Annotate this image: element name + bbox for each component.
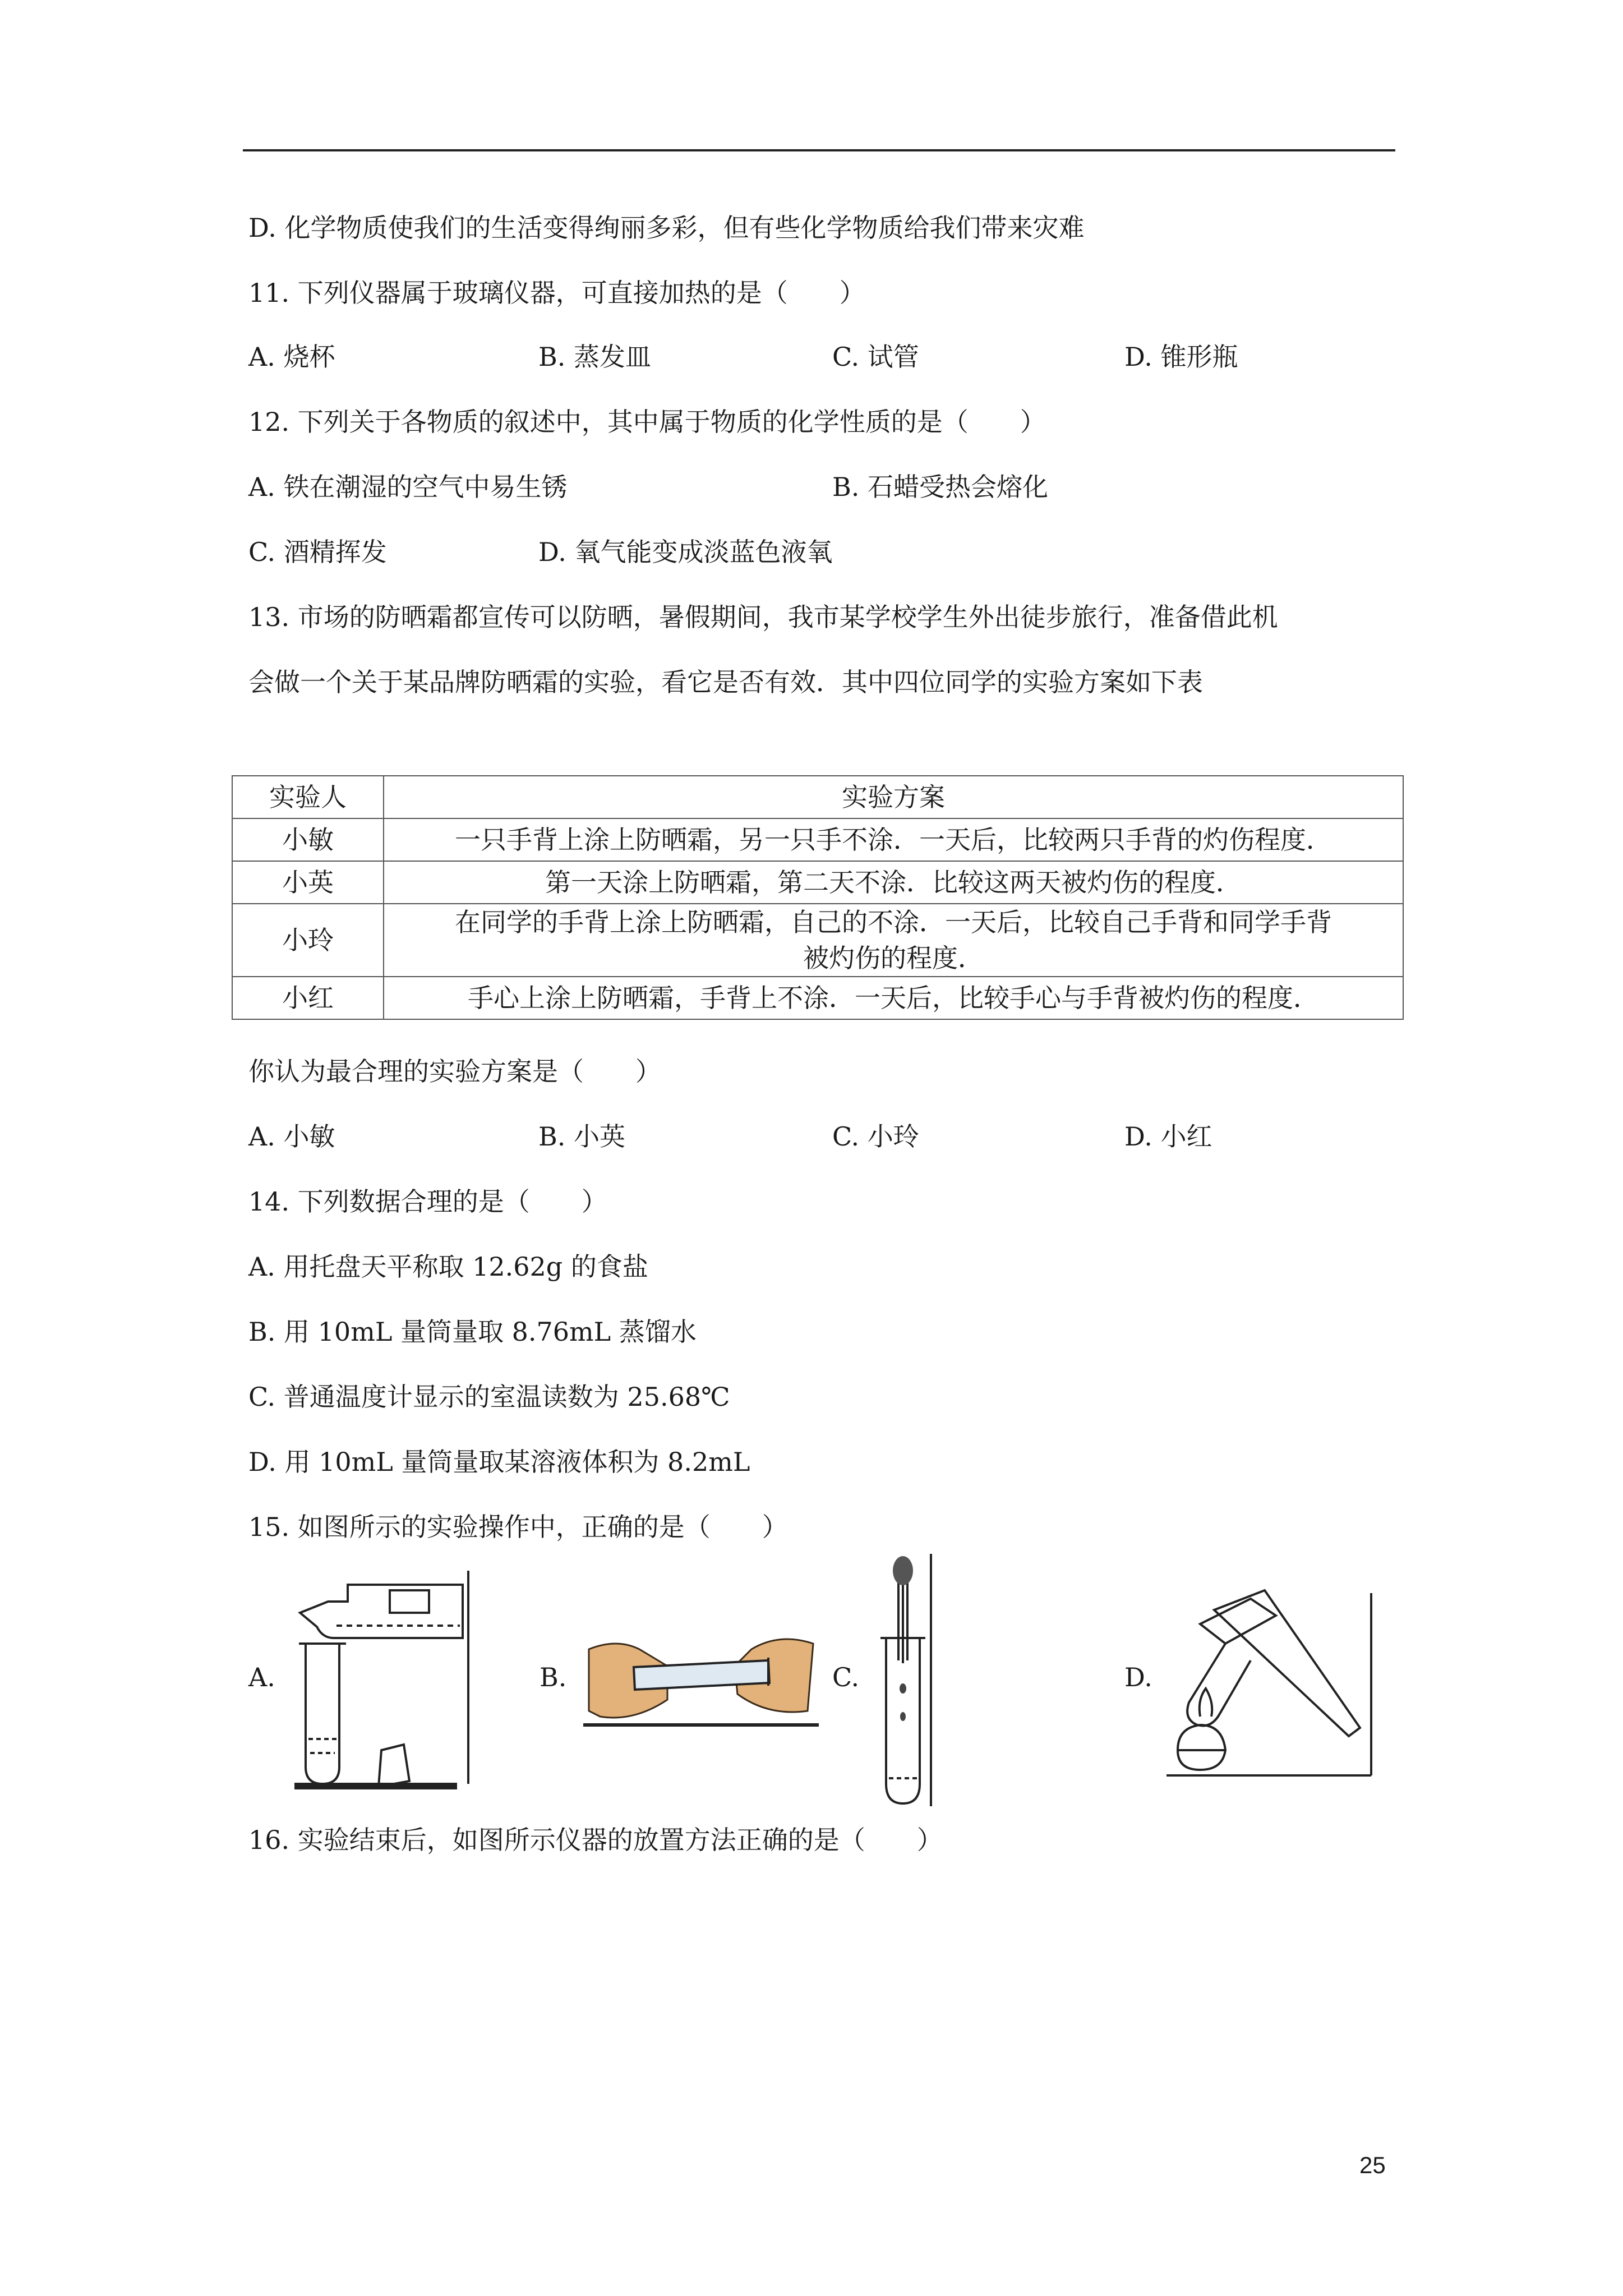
q13-stem-line2: 会做一个关于某品牌防晒霜的实验，看它是否有效．其中四位同学的实验方案如下表 [248, 667, 1203, 697]
table-cell-who: 小英 [232, 861, 384, 904]
q10-option-d: D. 化学物质使我们的生活变得绚丽多彩，但有些化学物质给我们带来灾难 [248, 213, 1085, 243]
table-cell-plan: 第一天涂上防晒霜，第二天不涂．比较这两天被灼伤的程度． [384, 861, 1403, 904]
q14-option-c: C. 普通温度计显示的室温读数为 25.68℃ [248, 1382, 730, 1412]
q14-option-a: A. 用托盘天平称取 12.62g 的食盐 [248, 1251, 648, 1282]
q16-stem: 16. 实验结束后，如图所示仪器的放置方法正确的是（ ） [248, 1825, 943, 1855]
q13-stem-line1: 13. 市场的防晒霜都宣传可以防晒，暑假期间，我市某学校学生外出徒步旅行，准备借此机 [248, 602, 1278, 632]
test-tube-in-hands-figure [583, 1627, 819, 1728]
table-header-row [232, 776, 1403, 818]
q14-option-b: B. 用 10mL 量筒量取 8.76mL 蒸馏水 [248, 1317, 697, 1347]
q12-option-b: B. 石蜡受热会熔化 [832, 472, 1049, 502]
table-row [232, 904, 1403, 977]
header-rule [243, 149, 1395, 151]
q15-label-a: A. [248, 1662, 275, 1692]
table-cell-who: 小敏 [232, 818, 384, 861]
table-cell-plan-line2: 被灼伤的程度． [803, 943, 984, 973]
table-row [232, 818, 1403, 861]
pouring-liquid-figure [283, 1559, 485, 1795]
q15-label-d: D. [1124, 1662, 1152, 1692]
q11-option-d: D. 锥形瓶 [1124, 342, 1238, 372]
q13-option-b: B. 小英 [538, 1121, 626, 1152]
q11-option-a: A. 烧杯 [248, 342, 335, 372]
table-cell-plan: 一只手背上涂上防晒霜，另一只手不涂．一天后，比较两只手背的灼伤程度． [384, 818, 1403, 861]
table-header-plan: 实验方案 [384, 776, 1403, 818]
table-cell-plan-line1: 在同学的手背上涂上防晒霜，自己的不涂．一天后，比较自己手背和同学手背 [455, 907, 1332, 937]
q13-option-d: D. 小红 [1124, 1121, 1212, 1152]
q15-stem: 15. 如图所示的实验操作中，正确的是（ ） [248, 1512, 788, 1542]
q11-stem: 11. 下列仪器属于玻璃仪器，可直接加热的是（ ） [248, 278, 865, 308]
page-number: 25 [1359, 2152, 1386, 2178]
q15-label-b: B. [540, 1662, 567, 1692]
q12-stem: 12. 下列关于各物质的叙述中，其中属于物质的化学性质的是（ ） [248, 407, 1046, 437]
table-cell-who: 小玲 [232, 904, 384, 977]
table-row [232, 861, 1403, 904]
q13-plan-table [232, 775, 1404, 1020]
dropper-in-tube-figure [875, 1548, 937, 1812]
q15-label-c: C. [832, 1662, 860, 1692]
table-cell-plan: 手心上涂上防晒霜，手背上不涂．一天后，比较手心与手背被灼伤的程度． [384, 977, 1403, 1019]
q12-option-a: A. 铁在潮湿的空气中易生锈 [248, 472, 568, 502]
table-cell-plan [384, 904, 1403, 977]
table-header-who: 实验人 [232, 776, 384, 818]
q12-option-c: C. 酒精挥发 [248, 537, 387, 567]
q13-option-a: A. 小敏 [248, 1121, 335, 1152]
q11-option-b: B. 蒸发皿 [538, 342, 652, 372]
heating-test-tube-figure [1166, 1582, 1380, 1778]
q13-option-c: C. 小玲 [832, 1121, 919, 1152]
q11-option-c: C. 试管 [832, 342, 919, 372]
q14-stem: 14. 下列数据合理的是（ ） [248, 1186, 607, 1217]
table-row [232, 977, 1403, 1019]
table-cell-who: 小红 [232, 977, 384, 1019]
q12-option-d: D. 氧气能变成淡蓝色液氧 [538, 537, 833, 567]
q14-option-d: D. 用 10mL 量筒量取某溶液体积为 8.2mL [248, 1447, 750, 1477]
q13-question: 你认为最合理的实验方案是（ ） [248, 1056, 661, 1087]
